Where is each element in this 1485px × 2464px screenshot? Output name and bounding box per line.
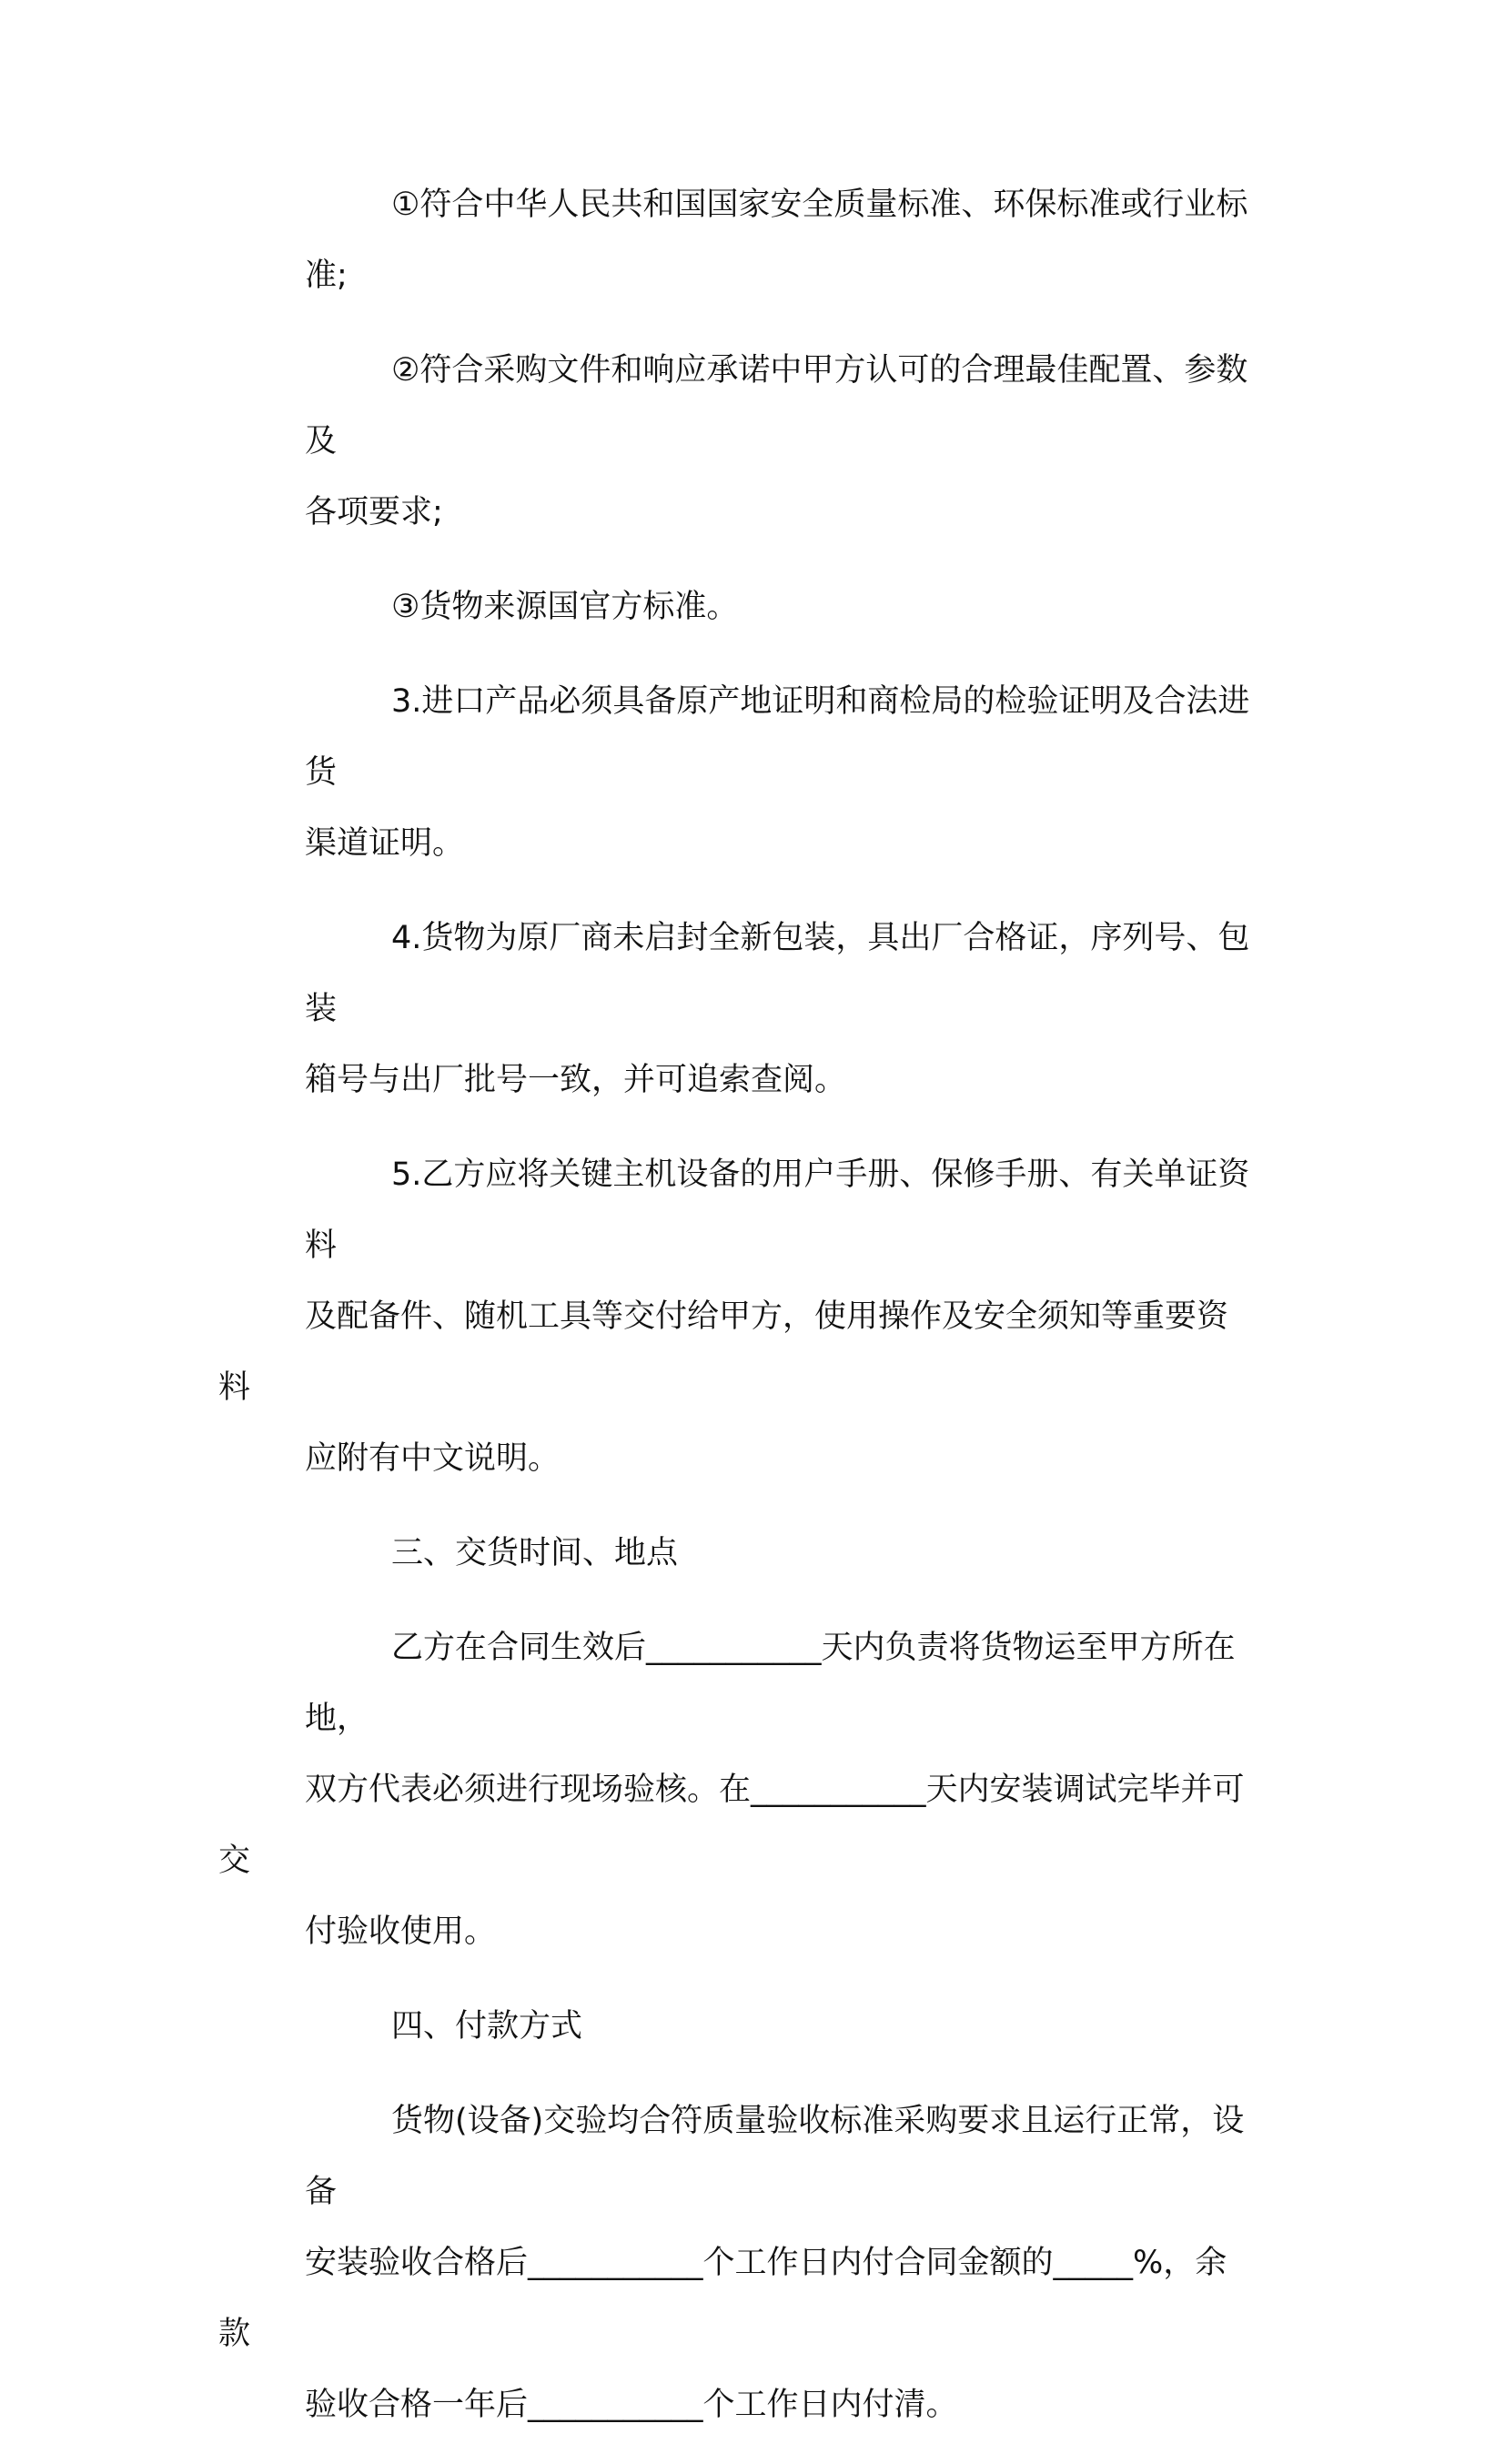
text-line: 应附有中文说明。 (305, 1440, 561, 1477)
text-line: 乙方在合同生效后___________天内负责将货物运至甲方所在地， (305, 1630, 1236, 1737)
paragraph-standard-3 (218, 571, 1256, 642)
section-heading-payment (218, 1991, 1256, 2062)
text-line: 箱号与出厂批号一致，并可追索查阅。 (305, 1062, 847, 1098)
text-line: 渠道证明。 (305, 825, 465, 862)
text-line: 4.货物为原厂商未启封全新包装，具出厂合格证，序列号、包装 (305, 920, 1250, 1027)
text-line: ②符合采购文件和响应承诺中甲方认可的合理最佳配置、参数及 (305, 352, 1248, 459)
text-line: 5.乙方应将关键主机设备的用户手册、保修手册、有关单证资料 (305, 1156, 1250, 1264)
text-line: 3.进口产品必须具备原产地证明和商检局的检验证明及合法进货 (305, 683, 1250, 791)
section-heading: 四、付款方式 (391, 2008, 583, 2045)
text-line: ③货物来源国官方标准。 (391, 589, 739, 625)
text-line: 货物(设备)交验均合符质量验收标准采购要求且运行正常，设备 (305, 2103, 1245, 2210)
paragraph-item-3 (218, 666, 1256, 879)
section-heading-delivery (218, 1518, 1256, 1589)
text-line: 安装验收合格后___________个工作日内付合同金额的_____%，余款 (218, 2245, 1227, 2352)
text-line: 付验收使用。 (305, 1914, 497, 1950)
paragraph-item-4 (218, 903, 1256, 1116)
section-heading: 三、交货时间、地点 (391, 1535, 679, 1571)
text-line: 双方代表必须进行现场验核。在___________天内安装调试完毕并可交 (218, 1772, 1245, 1879)
paragraph-item-5 (218, 1139, 1256, 1494)
paragraph-delivery-terms (218, 1612, 1256, 1967)
text-line: 及配备件、随机工具等交付给甲方，使用操作及安全须知等重要资料 (218, 1298, 1229, 1406)
paragraph-standard-2 (218, 335, 1256, 548)
text-line: 各项要求; (305, 494, 443, 530)
paragraph-payment-terms (218, 2085, 1256, 2440)
text-line: 验收合格一年后___________个工作日内付清。 (305, 2387, 958, 2423)
text-line: ①符合中华人民共和国国家安全质量标准、环保标准或行业标准; (305, 187, 1248, 294)
document-body (218, 169, 1256, 2464)
paragraph-standard-1 (218, 169, 1256, 311)
